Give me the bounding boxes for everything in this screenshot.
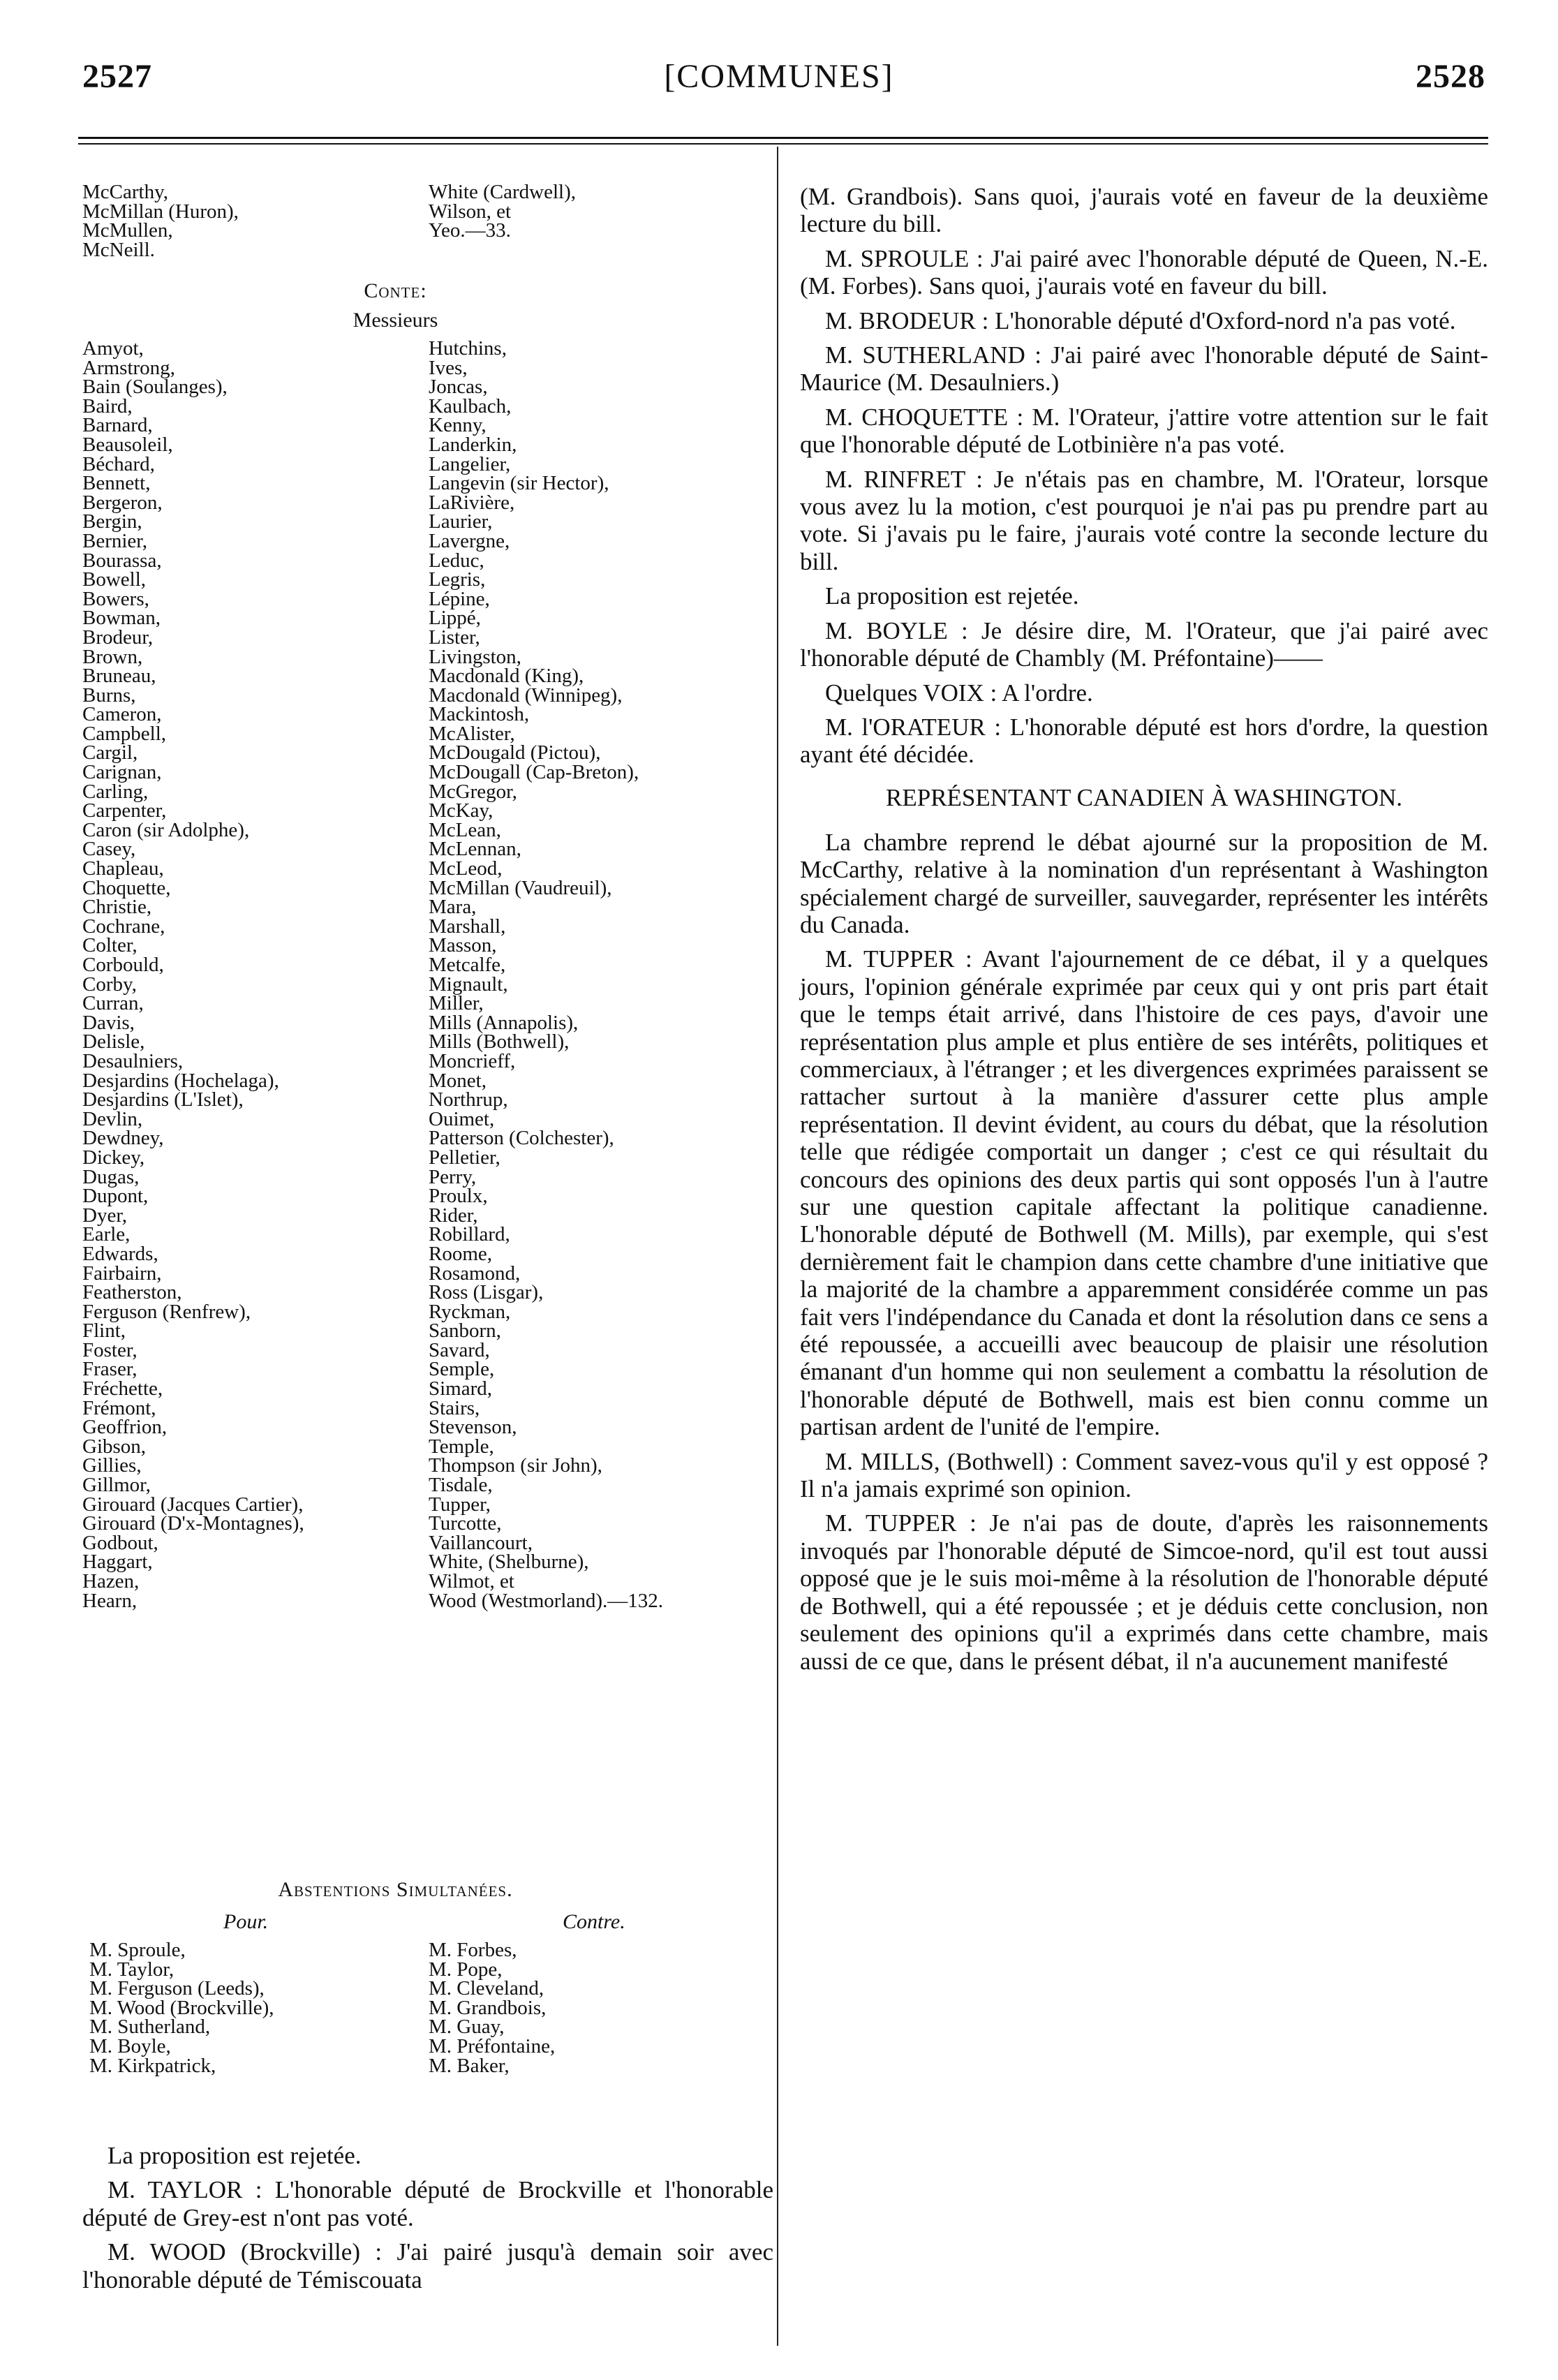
member-name: Joncas,	[429, 376, 488, 399]
member-name: Langevin (sir Hector),	[429, 472, 609, 495]
member-name: Edwards,	[82, 1242, 158, 1265]
member-name: Kaulbach,	[429, 394, 512, 417]
paragraph: M. SUTHERLAND : J'ai pairé avec l'honorable député de Saint-Maurice (M. Desaulniers.)	[800, 341, 1488, 397]
running-header: [COMMUNES]	[664, 58, 894, 95]
member-name: McNeill.	[82, 238, 155, 261]
member-name: Baird,	[82, 394, 133, 417]
member-name: Lépine,	[429, 587, 490, 610]
paragraph: La proposition est rejetée.	[107, 2142, 362, 2169]
member-name: Curran,	[82, 992, 144, 1015]
member-name: Amyot,	[82, 337, 144, 360]
member-name: Fréchette,	[82, 1377, 163, 1400]
member-name: M. Pope,	[429, 1958, 503, 1981]
member-name: Miller,	[429, 992, 484, 1015]
member-name: Godbout,	[82, 1531, 158, 1554]
member-name: M. Sutherland,	[89, 2016, 211, 2039]
member-name: Colter,	[82, 934, 138, 957]
member-name: Sanborn,	[429, 1320, 501, 1343]
member-name: M. Forbes,	[429, 1939, 517, 1961]
member-name: Ross (Lisgar),	[429, 1281, 544, 1304]
member-name: Bowers,	[82, 587, 149, 610]
member-name: M. Cleveland,	[429, 1977, 544, 2000]
member-name: Langelier,	[429, 452, 511, 475]
member-name: Campbell,	[82, 722, 167, 745]
member-name: M. Grandbois,	[429, 1996, 547, 2019]
member-name: Brown,	[82, 645, 143, 668]
member-name: Thompson (sir John),	[429, 1454, 602, 1477]
member-name: Bergin,	[82, 510, 142, 533]
member-name: Moncrieff,	[429, 1049, 516, 1072]
paragraph: Quelques VOIX : A l'ordre.	[825, 679, 1093, 707]
member-name: Marshall,	[429, 915, 506, 938]
pairs-contre-list	[429, 1941, 555, 2076]
member-name: Mackintosh,	[429, 703, 530, 726]
paragraph: M. WOOD (Brockville) : J'ai pairé jusqu'à demain soir avec l'honorable député de Témiscouata	[82, 2238, 773, 2293]
member-name: McMullen,	[82, 219, 173, 242]
member-name: Dewdney,	[82, 1127, 164, 1150]
member-name: Cochrane,	[82, 915, 165, 938]
member-name: Ferguson (Renfrew),	[82, 1300, 251, 1323]
member-name: Simard,	[429, 1377, 493, 1400]
paragraph: M. l'ORATEUR : L'honorable député est hors d'ordre, la question ayant été décidée.	[800, 713, 1488, 769]
paragraph: La proposition est rejetée.	[825, 582, 1079, 610]
member-name: McLean,	[429, 818, 501, 841]
nays-list-right	[429, 339, 663, 1611]
member-name: Northrup,	[429, 1088, 508, 1111]
yea-list-tail-right	[429, 183, 576, 241]
paragraph: M. TAYLOR : L'honorable député de Brockville et l'honorable député de Grey-est n'ont pas voté.	[82, 2176, 773, 2231]
member-name: Girouard (Jacques Cartier),	[82, 1493, 304, 1516]
member-name: Dickey,	[82, 1146, 145, 1169]
member-name: Lippé,	[429, 607, 481, 630]
member-name: Choquette,	[82, 876, 171, 899]
member-name: Wood (Westmorland).—132.	[429, 1589, 664, 1612]
member-name: Earle,	[82, 1223, 131, 1246]
member-name: White, (Shelburne),	[429, 1551, 589, 1574]
member-name: McDougald (Pictou),	[429, 741, 601, 764]
member-name: Mignault,	[429, 973, 508, 996]
member-name: Desjardins (L'Islet),	[82, 1088, 244, 1111]
member-name: M. Kirkpatrick,	[89, 2054, 216, 2077]
nays-list-left	[82, 339, 304, 1611]
member-name: McKay,	[429, 799, 494, 822]
member-name: Proulx,	[429, 1185, 488, 1208]
member-name: Patterson (Colchester),	[429, 1127, 614, 1150]
member-name: Savard,	[429, 1338, 490, 1361]
member-name: Armstrong,	[82, 356, 175, 379]
member-name: Masson,	[429, 934, 497, 957]
header-rule	[78, 137, 1488, 139]
member-name: Yeo.—33.	[429, 219, 511, 242]
member-name: Carpenter,	[82, 799, 167, 822]
member-name: Desaulniers,	[82, 1049, 184, 1072]
member-name: Bowell,	[82, 568, 147, 591]
member-name: M. Baker,	[429, 2054, 510, 2077]
member-name: Geoffrion,	[82, 1416, 168, 1439]
member-name: Corbould,	[82, 954, 164, 976]
member-name: M. Guay,	[429, 2016, 505, 2039]
yea-list-tail-left	[82, 183, 239, 260]
paragraph: M. TUPPER : Avant l'ajournement de ce débat, il y a quelques jours, l'opinion générale exprimée par ceux qui y ont pris part était que le temps était arrivé, dans l'histoire de ces pays, d'avoir une représentation plus ample et plus entière de ses intérêts, politiques et commerciaux, à l'étranger ; et les divergences exprimées paraissent se rattacher surtout à la manière d'assurer cette plus ample représentation. Il devint évident, au cours du débat, que la résolution telle que rédigée comportait un danger ; c'est ce qui résultait du concours des opinions des deux partis qui sont opposés l'un à l'autre sur une question capitale affectant la politique canadienne. L'honorable député de Bothwell (M. Mills), par exemple, qui s'est dernièrement fait le champion dans cette chambre d'une initiative que la majorité de la chambre a apparemment considérée comme un pas fait vers l'indépendance du Canada et dont la résolution dans ce sens a été repoussée, a accueilli avec beaucoup de plaisir une résolution émanant d'un homme qui non seulement a combattu la résolution de l'honorable député de Bothwell, mais est bien connu comme un partisan ardent de l'unité de l'empire.	[800, 945, 1488, 1441]
member-name: Ouimet,	[429, 1107, 495, 1130]
member-name: Burns,	[82, 683, 136, 707]
member-name: Bennett,	[82, 472, 151, 495]
member-name: Metcalfe,	[429, 954, 506, 976]
paragraph: M. TUPPER : Je n'ai pas de doute, d'après les raisonnements invoqués par l'honorable député de Simcoe-nord, qu'il est tout aussi opposé que je le suis moi-même à la résolution de l'honorable député de Bothwell, qui a été repoussée ; et je déduis cette conclusion, non seulement des opinions qu'il a exprimés dans cette chambre, mais aussi de ce que, dans le présent débat, il n'a aucunement manifesté	[800, 1509, 1488, 1675]
paragraph: M. RINFRET : Je n'étais pas en chambre, M. l'Orateur, lorsque vous avez lu la motion, c'est pourquoi je n'ai pas pu prendre part au vote. Si j'avais pu le faire, j'aurais voté contre la seconde lecture du bill.	[800, 465, 1488, 575]
member-name: Kenny,	[429, 414, 487, 437]
member-name: Brodeur,	[82, 626, 154, 649]
member-name: McMillan (Vaudreuil),	[429, 876, 612, 899]
member-name: M. Taylor,	[89, 1958, 175, 1981]
messieurs-heading: Messieurs	[353, 309, 438, 332]
member-name: LaRivière,	[429, 491, 515, 514]
right-column-text	[800, 183, 1488, 1682]
member-name: Lavergne,	[429, 529, 510, 552]
member-name: Bain (Soulanges),	[82, 376, 228, 399]
member-name: Casey,	[82, 838, 136, 861]
member-name: Monet,	[429, 1069, 487, 1092]
member-name: Carling,	[82, 780, 149, 803]
page-number-left: 2527	[82, 58, 152, 95]
member-name: McAlister,	[429, 722, 515, 745]
member-name: Bernier,	[82, 529, 148, 552]
column-divider	[777, 147, 778, 2346]
member-name: McMillan (Huron),	[82, 200, 239, 223]
paragraph: M. BOYLE : Je désire dire, M. l'Orateur, que j'ai pairé avec l'honorable député de Chambly (M. Préfontaine)——	[800, 616, 1488, 672]
member-name: Desjardins (Hochelaga),	[82, 1069, 279, 1092]
member-name: McGregor,	[429, 780, 517, 803]
paragraph: M. BRODEUR : L'honorable député d'Oxford-nord n'a pas voté.	[825, 306, 1456, 334]
nays-heading: Conte:	[364, 279, 427, 302]
member-name: Haggart,	[82, 1551, 153, 1574]
member-name: Featherston,	[82, 1281, 182, 1304]
member-name: Laurier,	[429, 510, 493, 533]
member-name: Temple,	[429, 1435, 494, 1458]
member-name: Frémont,	[82, 1396, 156, 1419]
member-name: Mills (Annapolis),	[429, 1011, 579, 1034]
member-name: McLennan,	[429, 838, 521, 861]
member-name: Ryckman,	[429, 1300, 511, 1323]
member-name: Turcotte,	[429, 1512, 502, 1535]
member-name: Bowman,	[82, 607, 161, 630]
member-name: Girouard (D'x-Montagnes),	[82, 1512, 304, 1535]
member-name: Christie,	[82, 896, 152, 919]
abstentions-heading: Abstentions Simultanées.	[278, 1878, 513, 1901]
page-number-right: 2528	[1416, 58, 1485, 95]
header-rule-thin	[78, 143, 1488, 145]
section-title: REPRÉSENTANT CANADIEN À WASHINGTON.	[886, 783, 1402, 811]
member-name: M. Préfontaine,	[429, 2034, 556, 2057]
contre-label: Contre.	[563, 1910, 625, 1933]
member-name: Leduc,	[429, 549, 484, 572]
member-name: Davis,	[82, 1011, 135, 1034]
paragraph: M. SPROULE : J'ai pairé avec l'honorable député de Queen, N.-E. (M. Forbes). Sans quoi, j'aurais voté en faveur du bill.	[800, 244, 1488, 300]
pour-label: Pour.	[223, 1910, 269, 1933]
member-name: M. Boyle,	[89, 2034, 171, 2057]
member-name: Hearn,	[82, 1589, 138, 1612]
member-name: Beausoleil,	[82, 433, 173, 456]
member-name: Wilmot, et	[429, 1570, 514, 1592]
paragraph: M. MILLS, (Bothwell) : Comment savez-vous qu'il y est opposé ? Il n'a jamais exprimé son opinion.	[800, 1447, 1488, 1503]
left-column-text	[82, 2142, 773, 2300]
member-name: Cargil,	[82, 741, 138, 764]
member-name: Devlin,	[82, 1107, 143, 1130]
member-name: Macdonald (Winnipeg),	[429, 683, 623, 707]
member-name: Corby,	[82, 973, 137, 996]
member-name: Gillmor,	[82, 1474, 151, 1497]
member-name: Hazen,	[82, 1570, 140, 1592]
member-name: Landerkin,	[429, 433, 517, 456]
member-name: Foster,	[82, 1338, 138, 1361]
member-name: Pelletier,	[429, 1146, 500, 1169]
member-name: Stevenson,	[429, 1416, 517, 1439]
paragraph: (M. Grandbois). Sans quoi, j'aurais voté en faveur de la deuxième lecture du bill.	[800, 183, 1488, 238]
member-name: Bergeron,	[82, 491, 163, 514]
pairs-pour-list	[89, 1941, 274, 2076]
paragraph: M. CHOQUETTE : M. l'Orateur, j'attire votre attention sur le fait que l'honorable député de Lotbinière n'a pas voté.	[800, 403, 1488, 459]
member-name: Hutchins,	[429, 337, 507, 360]
member-name: Ives,	[429, 356, 468, 379]
member-name: Tupper,	[429, 1493, 491, 1516]
member-name: McDougall (Cap-Breton),	[429, 761, 639, 784]
member-name: Carignan,	[82, 761, 162, 784]
member-name: M. Wood (Brockville),	[89, 1996, 274, 2019]
member-name: Béchard,	[82, 452, 155, 475]
member-name: M. Sproule,	[89, 1939, 186, 1961]
member-name: Cameron,	[82, 703, 162, 726]
member-name: M. Ferguson (Leeds),	[89, 1977, 265, 2000]
member-name: Fraser,	[82, 1358, 138, 1381]
member-name: Legris,	[429, 568, 486, 591]
member-name: Tisdale,	[429, 1474, 493, 1497]
member-name: Chapleau,	[82, 857, 164, 880]
member-name: Robillard,	[429, 1223, 510, 1246]
member-name: Dugas,	[82, 1165, 140, 1188]
member-name: Roome,	[429, 1242, 493, 1265]
member-name: Delisle,	[82, 1030, 145, 1054]
member-name: Barnard,	[82, 414, 153, 437]
member-name: Lister,	[429, 626, 480, 649]
member-name: Gibson,	[82, 1435, 147, 1458]
member-name: Caron (sir Adolphe),	[82, 818, 250, 841]
member-name: Bourassa,	[82, 549, 162, 572]
member-name: Macdonald (King),	[429, 665, 584, 688]
member-name: Fairbairn,	[82, 1262, 162, 1285]
member-name: McCarthy,	[82, 181, 168, 203]
member-name: Rider,	[429, 1204, 478, 1227]
member-name: Dupont,	[82, 1185, 149, 1208]
member-name: Livingston,	[429, 645, 521, 668]
member-name: Stairs,	[429, 1396, 480, 1419]
member-name: McLeod,	[429, 857, 503, 880]
member-name: Mills (Bothwell),	[429, 1030, 570, 1054]
member-name: Flint,	[82, 1320, 126, 1343]
paragraph: La chambre reprend le débat ajourné sur la proposition de M. McCarthy, relative à la nomination d'un représentant à Washington spécialement chargé de surveiller, sauvegarder, représenter les intérêts du Canada.	[800, 828, 1488, 938]
member-name: Dyer,	[82, 1204, 128, 1227]
member-name: Bruneau,	[82, 665, 156, 688]
member-name: Vaillancourt,	[429, 1531, 533, 1554]
member-name: Gillies,	[82, 1454, 142, 1477]
member-name: Mara,	[429, 896, 477, 919]
member-name: Perry,	[429, 1165, 477, 1188]
member-name: Rosamond,	[429, 1262, 521, 1285]
member-name: White (Cardwell),	[429, 181, 576, 203]
member-name: Wilson, et	[429, 200, 512, 223]
member-name: Semple,	[429, 1358, 495, 1381]
